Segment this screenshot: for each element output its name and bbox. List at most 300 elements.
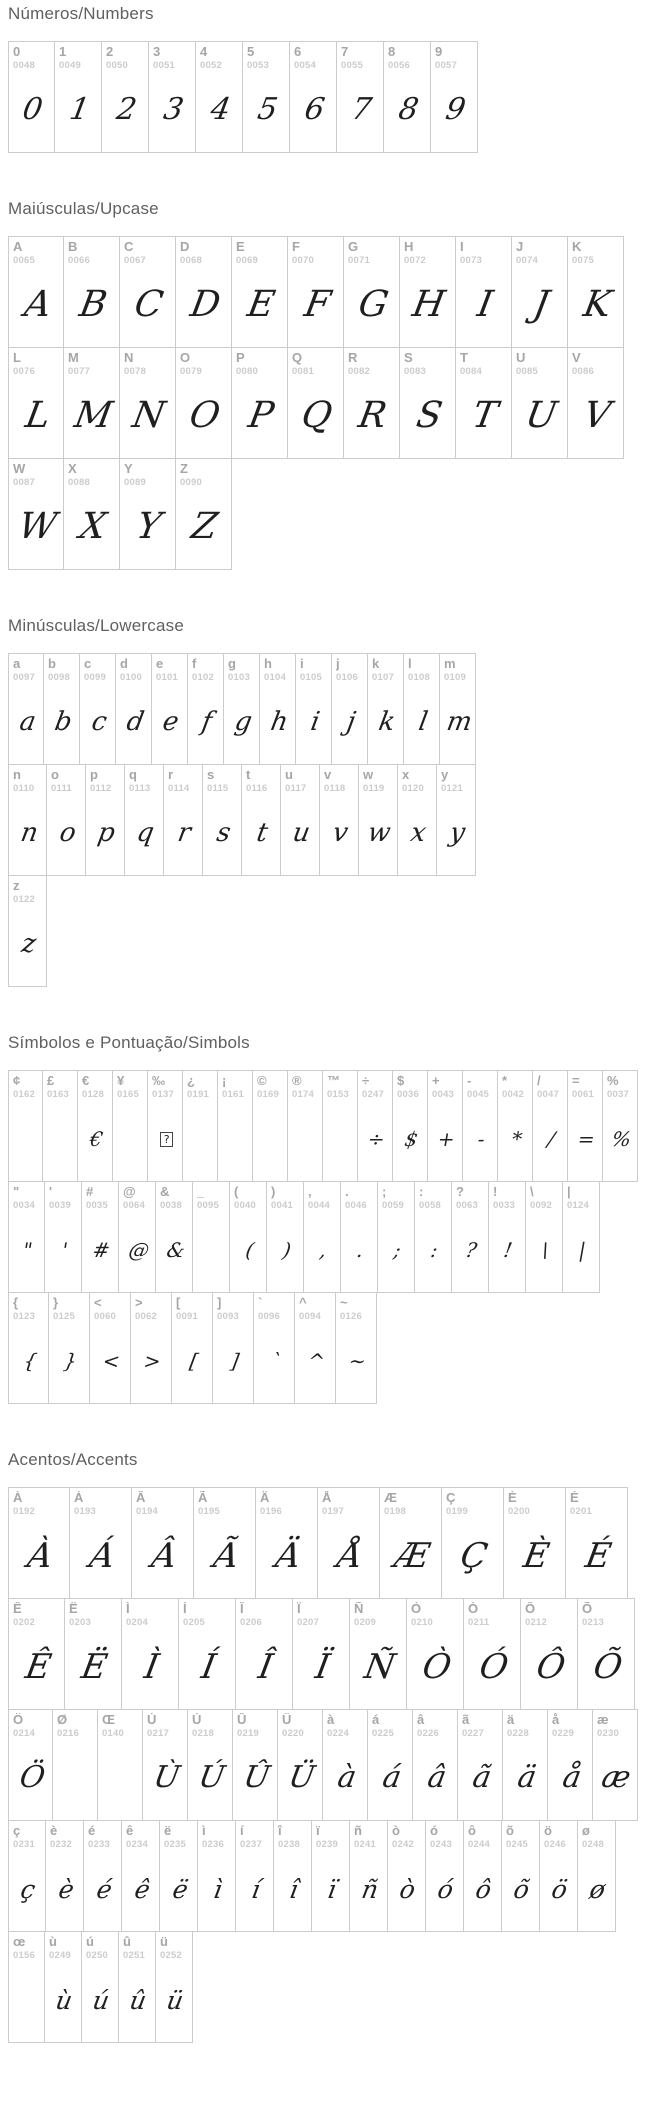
glyph-cell bbox=[8, 1598, 65, 1710]
cell-glyph: V bbox=[580, 395, 614, 437]
glyph-cell bbox=[428, 1070, 463, 1182]
cell-glyph-area bbox=[354, 1850, 386, 1929]
glyph-cell bbox=[8, 1931, 45, 2043]
glyph-cell bbox=[312, 1820, 350, 1932]
cell-glyph: 2 bbox=[113, 92, 140, 128]
glyph-cell bbox=[125, 764, 164, 876]
cell-unicode-code: 0162 bbox=[13, 1088, 35, 1100]
cell-glyph-area bbox=[13, 1100, 41, 1179]
cell-unicode-code: 0078 bbox=[124, 365, 146, 377]
glyph-cell bbox=[320, 764, 359, 876]
cell-unicode-code: 0033 bbox=[493, 1199, 515, 1211]
cell-glyph-area bbox=[123, 1961, 154, 2040]
section-symbols bbox=[8, 1033, 661, 1404]
cell-unicode-code: 0098 bbox=[48, 671, 70, 683]
cell-character-label: y bbox=[441, 768, 449, 782]
cell-glyph-area bbox=[13, 377, 62, 456]
cell-character-label: Ñ bbox=[354, 1602, 364, 1616]
cell-glyph: ì bbox=[211, 1874, 225, 1904]
cell-glyph-area bbox=[362, 1100, 391, 1179]
cell-character-label: % bbox=[607, 1074, 619, 1088]
cell-character-label: - bbox=[467, 1074, 472, 1088]
cell-glyph: e bbox=[160, 707, 182, 738]
cell-unicode-code: 0100 bbox=[120, 671, 142, 683]
cell-unicode-code: 0195 bbox=[198, 1505, 220, 1517]
cell-glyph-area bbox=[508, 1517, 564, 1596]
cell-unicode-code: 0089 bbox=[124, 476, 146, 488]
cell-character-label: @ bbox=[123, 1185, 136, 1199]
cell-character-label: f bbox=[192, 657, 197, 671]
cell-glyph: ` bbox=[268, 1349, 283, 1374]
cell-character-label: à bbox=[327, 1713, 335, 1727]
cell-character-label: Ê bbox=[13, 1602, 22, 1616]
cell-unicode-code: 0238 bbox=[278, 1838, 300, 1850]
cell-glyph-area bbox=[507, 1739, 546, 1818]
cell-character-label: Â bbox=[136, 1491, 146, 1505]
cell-glyph-area bbox=[572, 266, 622, 345]
glyph-row bbox=[8, 1292, 661, 1404]
cell-unicode-code: 0057 bbox=[435, 59, 457, 71]
cell-character-label: O bbox=[180, 351, 191, 365]
glyph-cell bbox=[568, 347, 624, 459]
cell-unicode-code: 0124 bbox=[567, 1199, 589, 1211]
section-numbers bbox=[8, 4, 661, 153]
cell-unicode-code: 0174 bbox=[292, 1088, 314, 1100]
cell-unicode-code: 0243 bbox=[430, 1838, 452, 1850]
glyph-cell bbox=[55, 41, 102, 153]
cell-unicode-code: 0073 bbox=[460, 254, 482, 266]
cell-glyph-area bbox=[462, 1739, 501, 1818]
cell-character-label: = bbox=[572, 1074, 580, 1088]
cell-glyph-area bbox=[124, 266, 174, 345]
glyph-row bbox=[8, 236, 661, 348]
cell-character-label: ñ bbox=[354, 1824, 362, 1838]
cell-glyph-area bbox=[13, 1739, 51, 1818]
cell-glyph: = bbox=[575, 1127, 597, 1152]
cell-unicode-code: 0206 bbox=[240, 1616, 262, 1628]
cell-glyph-area bbox=[300, 683, 330, 762]
cell-glyph: Í bbox=[198, 1647, 219, 1688]
cell-glyph: } bbox=[62, 1349, 79, 1374]
section-title: Acentos/Accents bbox=[8, 1450, 138, 1469]
cell-unicode-code: 0065 bbox=[13, 254, 35, 266]
section-upper bbox=[8, 199, 661, 570]
cell-unicode-code: 0101 bbox=[156, 671, 178, 683]
cell-glyph-area bbox=[537, 1100, 566, 1179]
cell-glyph: ô bbox=[473, 1874, 495, 1904]
cell-glyph: - bbox=[475, 1127, 487, 1152]
glyph-cell bbox=[563, 1181, 600, 1293]
glyph-cell bbox=[188, 1709, 233, 1821]
cell-glyph-area bbox=[120, 683, 150, 762]
glyph-cell bbox=[8, 41, 55, 153]
cell-glyph: Ä bbox=[272, 1536, 304, 1577]
cell-character-label: i bbox=[300, 657, 304, 671]
cell-unicode-code: 0066 bbox=[68, 254, 90, 266]
cell-unicode-code: 0102 bbox=[192, 671, 214, 683]
cell-glyph: \ bbox=[540, 1238, 551, 1263]
cell-character-label: Û bbox=[237, 1713, 247, 1727]
cell-unicode-code: 0041 bbox=[271, 1199, 293, 1211]
cell-glyph: ! bbox=[502, 1238, 515, 1263]
cell-unicode-code: 0212 bbox=[525, 1616, 547, 1628]
cell-glyph-area bbox=[88, 1850, 120, 1929]
glyph-cell bbox=[8, 1487, 70, 1599]
cell-glyph-area bbox=[460, 377, 510, 456]
cell-glyph: Ï bbox=[312, 1647, 333, 1688]
glyph-cell bbox=[568, 1070, 603, 1182]
cell-unicode-code: 0093 bbox=[217, 1310, 239, 1322]
cell-unicode-code: 0108 bbox=[408, 671, 430, 683]
cell-glyph-area bbox=[544, 1850, 576, 1929]
glyph-row bbox=[8, 764, 661, 876]
cell-character-label: ú bbox=[86, 1935, 94, 1949]
glyph-cell bbox=[398, 764, 437, 876]
glyph-cell bbox=[149, 41, 196, 153]
cell-glyph-area bbox=[168, 794, 201, 873]
cell-glyph-area bbox=[468, 1628, 519, 1707]
cell-glyph: É bbox=[582, 1536, 614, 1577]
glyph-cell bbox=[172, 1292, 213, 1404]
cell-character-label: ) bbox=[271, 1185, 276, 1199]
cell-character-label: ( bbox=[234, 1185, 239, 1199]
cell-character-label: A bbox=[13, 240, 23, 254]
cell-character-label: © bbox=[257, 1074, 267, 1088]
cell-unicode-code: 0060 bbox=[94, 1310, 116, 1322]
glyph-cell bbox=[368, 1709, 413, 1821]
cell-glyph-area bbox=[69, 1628, 120, 1707]
cell-character-label: ì bbox=[202, 1824, 206, 1838]
cell-unicode-code: 0163 bbox=[47, 1088, 69, 1100]
cell-character-label: s bbox=[207, 768, 215, 782]
cell-character-label: ™ bbox=[327, 1074, 340, 1088]
cell-glyph: Ë bbox=[78, 1647, 111, 1688]
cell-glyph-area bbox=[53, 1322, 88, 1401]
glyph-cell bbox=[512, 347, 568, 459]
glyph-cell bbox=[8, 458, 64, 570]
cell-glyph-area bbox=[402, 794, 435, 873]
cell-glyph-area bbox=[552, 1739, 591, 1818]
section-title: Minúsculas/Lowercase bbox=[8, 616, 184, 635]
glyph-cell bbox=[242, 764, 281, 876]
cell-character-label: Í bbox=[183, 1602, 187, 1616]
cell-glyph-area bbox=[308, 1211, 339, 1290]
glyph-cell bbox=[218, 1070, 253, 1182]
cell-glyph: ; bbox=[392, 1238, 403, 1263]
cell-glyph: Á bbox=[86, 1536, 118, 1577]
cell-glyph-area bbox=[236, 266, 286, 345]
cell-glyph: Õ bbox=[590, 1647, 625, 1688]
cell-glyph-area bbox=[392, 1850, 424, 1929]
glyph-cell bbox=[120, 236, 176, 348]
cell-character-label: Å bbox=[322, 1491, 332, 1505]
cell-character-label: Ú bbox=[192, 1713, 202, 1727]
cell-unicode-code: 0249 bbox=[49, 1949, 71, 1961]
cell-character-label: é bbox=[88, 1824, 96, 1838]
cell-glyph-area bbox=[502, 1100, 531, 1179]
cell-glyph: A bbox=[20, 284, 55, 326]
glyph-cell bbox=[164, 764, 203, 876]
cell-glyph-area bbox=[198, 1517, 254, 1596]
cell-unicode-code: 0226 bbox=[417, 1727, 439, 1739]
cell-unicode-code: 0047 bbox=[537, 1088, 559, 1100]
cell-character-label: ö bbox=[544, 1824, 552, 1838]
cell-glyph-area bbox=[13, 1211, 43, 1290]
cell-glyph: Z bbox=[188, 506, 222, 548]
cell-character-label: ó bbox=[430, 1824, 438, 1838]
cell-glyph: E bbox=[244, 284, 278, 326]
cell-glyph-area bbox=[180, 266, 230, 345]
glyph-cell bbox=[131, 1292, 172, 1404]
glyph-cell bbox=[350, 1820, 388, 1932]
glyph-cell bbox=[236, 1598, 293, 1710]
cell-unicode-code: 0228 bbox=[507, 1727, 529, 1739]
glyph-cell bbox=[288, 347, 344, 459]
cell-character-label: î bbox=[278, 1824, 282, 1838]
cell-character-label: Õ bbox=[582, 1602, 593, 1616]
cell-glyph: Ü bbox=[285, 1760, 318, 1796]
cell-glyph-area bbox=[136, 1517, 192, 1596]
cell-glyph-area bbox=[164, 1850, 196, 1929]
cell-glyph-area bbox=[327, 1100, 356, 1179]
cell-unicode-code: 0122 bbox=[13, 893, 35, 905]
glyph-cell bbox=[70, 1487, 132, 1599]
cell-character-label: / bbox=[537, 1074, 541, 1088]
cell-glyph-area bbox=[582, 1628, 633, 1707]
cell-character-label: Ë bbox=[69, 1602, 78, 1616]
cell-glyph: X bbox=[76, 506, 110, 548]
glyph-cell bbox=[378, 1181, 415, 1293]
cell-unicode-code: 0169 bbox=[257, 1088, 279, 1100]
glyph-cell bbox=[254, 1292, 295, 1404]
cell-glyph-area bbox=[299, 1322, 334, 1401]
cell-glyph-area bbox=[572, 1100, 601, 1179]
glyph-cell bbox=[176, 458, 232, 570]
glyph-cell bbox=[442, 1487, 504, 1599]
glyph-row bbox=[8, 458, 661, 570]
cell-unicode-code: 0075 bbox=[572, 254, 594, 266]
cell-glyph-area bbox=[236, 377, 286, 456]
glyph-cell bbox=[415, 1181, 452, 1293]
cell-glyph-area bbox=[372, 683, 402, 762]
cell-glyph-area bbox=[47, 1100, 76, 1179]
cell-character-label: * bbox=[502, 1074, 508, 1088]
cell-glyph-area bbox=[441, 794, 474, 873]
cell-glyph-area bbox=[292, 1100, 321, 1179]
cell-unicode-code: 0072 bbox=[404, 254, 426, 266]
glyph-cell bbox=[49, 1292, 90, 1404]
glyph-row bbox=[8, 1070, 661, 1182]
cell-glyph-area bbox=[572, 377, 622, 456]
glyph-cell bbox=[413, 1709, 458, 1821]
cell-character-label: ø bbox=[582, 1824, 590, 1838]
cell-character-label: h bbox=[264, 657, 272, 671]
cell-character-label: v bbox=[324, 768, 332, 782]
cell-glyph-area bbox=[363, 794, 396, 873]
cell-glyph-area bbox=[200, 71, 241, 150]
cell-unicode-code: 0110 bbox=[13, 782, 35, 794]
cell-unicode-code: 0218 bbox=[192, 1727, 214, 1739]
cell-glyph-area bbox=[292, 266, 342, 345]
cell-character-label: ÷ bbox=[362, 1074, 370, 1088]
cell-character-label: . bbox=[345, 1185, 349, 1199]
cell-character-label: [ bbox=[176, 1296, 181, 1310]
cell-unicode-code: 0119 bbox=[363, 782, 385, 794]
glyph-cell bbox=[132, 1487, 194, 1599]
cell-glyph: 4 bbox=[207, 92, 234, 128]
cell-glyph: õ bbox=[511, 1874, 533, 1904]
cell-character-label: g bbox=[228, 657, 236, 671]
cell-unicode-code: 0211 bbox=[468, 1616, 490, 1628]
cell-glyph: Â bbox=[148, 1536, 180, 1577]
glyph-cell bbox=[78, 1070, 113, 1182]
glyph-row bbox=[8, 1820, 661, 1932]
cell-glyph: Û bbox=[240, 1760, 273, 1796]
cell-unicode-code: 0216 bbox=[57, 1727, 79, 1739]
cell-glyph-area bbox=[126, 1628, 177, 1707]
cell-character-label: ¢ bbox=[13, 1074, 21, 1088]
glyph-cell bbox=[45, 1181, 82, 1293]
cell-character-label: 4 bbox=[200, 45, 208, 59]
cell-glyph: Ç bbox=[457, 1536, 491, 1577]
cell-glyph: Ì bbox=[141, 1647, 162, 1688]
glyph-cell bbox=[407, 1598, 464, 1710]
cell-unicode-code: 0196 bbox=[260, 1505, 282, 1517]
glyph-cell bbox=[274, 1820, 312, 1932]
cell-glyph-area bbox=[222, 1100, 251, 1179]
cell-glyph-area bbox=[435, 71, 476, 150]
cell-glyph: % bbox=[609, 1127, 634, 1152]
cell-glyph-area bbox=[506, 1850, 538, 1929]
cell-glyph: ò bbox=[397, 1874, 419, 1904]
cell-character-label: H bbox=[404, 240, 414, 254]
glyph-cell bbox=[350, 1598, 407, 1710]
cell-unicode-code: 0055 bbox=[341, 59, 363, 71]
cell-character-label: Î bbox=[240, 1602, 244, 1616]
cell-character-label: c bbox=[84, 657, 92, 671]
cell-glyph-area bbox=[417, 1739, 456, 1818]
cell-glyph: p bbox=[95, 818, 118, 849]
cell-glyph: € bbox=[88, 1127, 105, 1152]
cell-unicode-code: 0225 bbox=[372, 1727, 394, 1739]
cell-glyph-area bbox=[404, 266, 454, 345]
glyph-cell bbox=[464, 1598, 521, 1710]
cell-unicode-code: 0086 bbox=[572, 365, 594, 377]
glyph-cell bbox=[503, 1709, 548, 1821]
cell-character-label: ã bbox=[462, 1713, 470, 1727]
glyph-cell bbox=[213, 1292, 254, 1404]
cell-unicode-code: 0082 bbox=[348, 365, 370, 377]
cell-character-label: $ bbox=[397, 1074, 405, 1088]
cell-unicode-code: 0207 bbox=[297, 1616, 319, 1628]
cell-unicode-code: 0071 bbox=[348, 254, 370, 266]
cell-character-label: 1 bbox=[59, 45, 67, 59]
cell-glyph: Q bbox=[298, 395, 336, 437]
cell-unicode-code: 0067 bbox=[124, 254, 146, 266]
cell-glyph: F bbox=[300, 284, 334, 326]
glyph-cell bbox=[80, 653, 116, 765]
cell-glyph-area bbox=[126, 1850, 158, 1929]
cell-glyph-area bbox=[156, 683, 186, 762]
cell-character-label: M bbox=[68, 351, 79, 365]
cell-glyph: d bbox=[124, 707, 146, 738]
glyph-cell bbox=[176, 347, 232, 459]
cell-glyph-area bbox=[525, 1628, 576, 1707]
glyph-cell bbox=[188, 653, 224, 765]
cell-character-label: z bbox=[13, 879, 20, 893]
cell-unicode-code: 0232 bbox=[50, 1838, 72, 1850]
glyph-cell bbox=[196, 41, 243, 153]
cell-glyph: T bbox=[469, 395, 501, 437]
glyph-cell bbox=[8, 1709, 53, 1821]
cell-glyph: ^ bbox=[305, 1349, 327, 1374]
glyph-cell bbox=[344, 236, 400, 348]
cell-glyph: ú bbox=[90, 1985, 113, 2015]
cell-unicode-code: 0235 bbox=[164, 1838, 186, 1850]
cell-glyph: Ô bbox=[533, 1647, 568, 1688]
cell-unicode-code: 0205 bbox=[183, 1616, 205, 1628]
glyph-cell bbox=[404, 653, 440, 765]
cell-unicode-code: 0213 bbox=[582, 1616, 604, 1628]
cell-glyph-area bbox=[197, 1211, 228, 1290]
cell-character-label: ' bbox=[49, 1185, 53, 1199]
cell-character-label: e bbox=[156, 657, 164, 671]
cell-unicode-code: 0236 bbox=[202, 1838, 224, 1850]
glyph-cell bbox=[463, 1070, 498, 1182]
glyph-cell bbox=[502, 1820, 540, 1932]
cell-unicode-code: 0051 bbox=[153, 59, 175, 71]
cell-character-label: p bbox=[90, 768, 98, 782]
cell-character-label: Æ bbox=[384, 1491, 397, 1505]
glyph-cell bbox=[8, 236, 64, 348]
cell-glyph-area bbox=[278, 1850, 310, 1929]
glyph-cell bbox=[156, 1181, 193, 1293]
glyph-cell bbox=[64, 236, 120, 348]
glyph-cell bbox=[290, 41, 337, 153]
cell-glyph: < bbox=[100, 1349, 122, 1374]
glyph-cell bbox=[176, 236, 232, 348]
cell-glyph-area bbox=[354, 1628, 405, 1707]
cell-glyph-area bbox=[135, 1322, 170, 1401]
cell-glyph-area bbox=[247, 71, 288, 150]
character-map bbox=[8, 4, 661, 2043]
glyph-cell bbox=[224, 653, 260, 765]
cell-unicode-code: 0037 bbox=[607, 1088, 629, 1100]
cell-character-label: ¥ bbox=[117, 1074, 125, 1088]
cell-glyph: * bbox=[509, 1127, 524, 1152]
cell-unicode-code: 0125 bbox=[53, 1310, 75, 1322]
section-title: Símbolos e Pontuação/Simbols bbox=[8, 1033, 250, 1052]
cell-glyph-area bbox=[176, 1322, 211, 1401]
glyph-cell bbox=[593, 1709, 638, 1821]
glyph-cell bbox=[452, 1181, 489, 1293]
cell-unicode-code: 0044 bbox=[308, 1199, 330, 1211]
cell-glyph: o bbox=[57, 818, 78, 849]
glyph-cell bbox=[344, 347, 400, 459]
glyph-cell bbox=[113, 1070, 148, 1182]
cell-glyph: n bbox=[17, 818, 41, 849]
cell-character-label: + bbox=[432, 1074, 440, 1088]
glyph-cell bbox=[426, 1820, 464, 1932]
cell-glyph: 0 bbox=[20, 92, 46, 128]
glyph-cell bbox=[456, 236, 512, 348]
cell-glyph: h bbox=[267, 707, 291, 738]
cell-unicode-code: 0095 bbox=[197, 1199, 219, 1211]
cell-glyph: ' bbox=[59, 1238, 70, 1263]
cell-glyph-area bbox=[234, 1211, 265, 1290]
glyph-cell bbox=[120, 458, 176, 570]
cell-glyph-area bbox=[468, 1850, 500, 1929]
